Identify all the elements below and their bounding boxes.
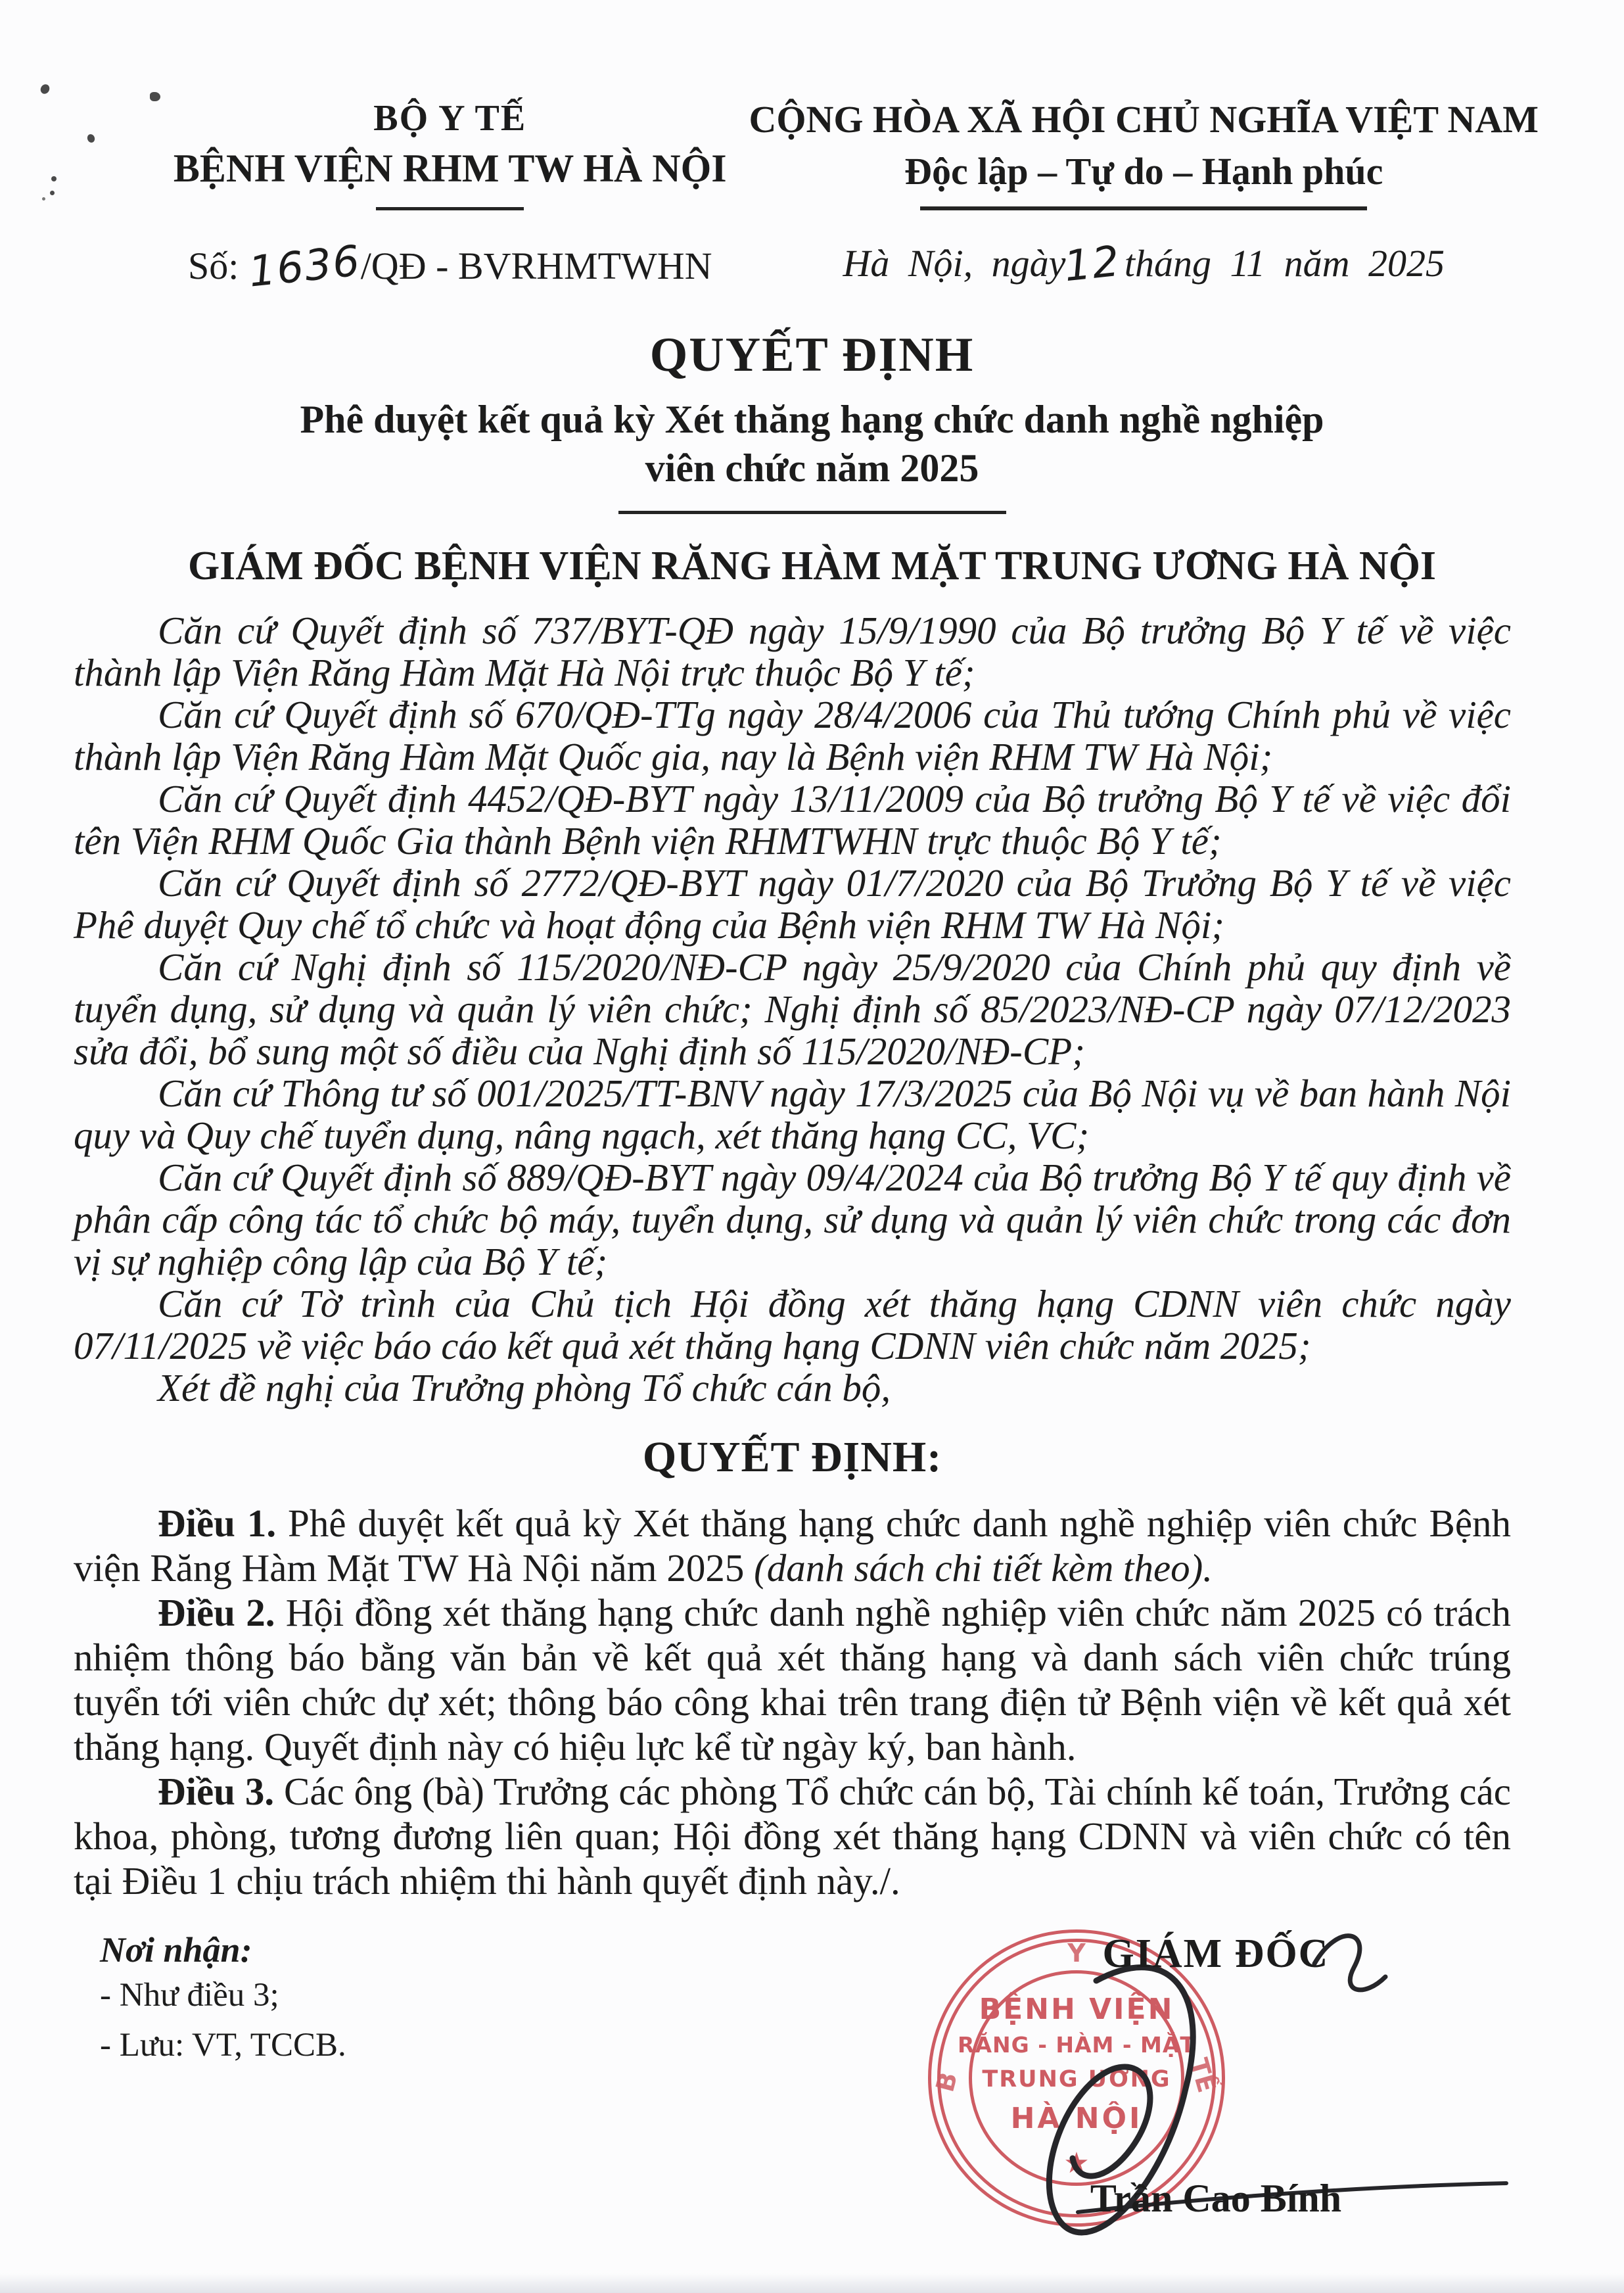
title-underline <box>618 511 1006 514</box>
article-1-text: Phê duyệt kết quả kỳ Xét thăng hạng chức danh nghề nghiệp viên chức Bệnh viện Răng Hàm Mặt TW Hà Nội năm 2025 <box>74 1501 1512 1590</box>
document-body <box>74 609 1511 1903</box>
stamp-ring-letter-left: B <box>930 2069 963 2095</box>
agency-underline <box>376 207 524 210</box>
ministry-name: BỘ Y TẾ <box>373 98 527 139</box>
date-prefix: Hà Nội, ngày <box>843 242 1066 285</box>
document-footer <box>74 1929 1624 2271</box>
article-3-text: Các ông (bà) Trưởng các phòng Tổ chức cán bộ, Tài chính kế toán, Trưởng các khoa, phòng, tương đương liên quan; Hội đồng xét thăng hạng CDNN và viên chức có tên tại Điều 1 chịu trách nhiệm thi hành quyết định này./. <box>74 1770 1511 1903</box>
stamp-star-icon: ★ <box>1063 2146 1090 2180</box>
issuing-authority-line: GIÁM ĐỐC BỆNH VIỆN RĂNG HÀM MẶT TRUNG ƯƠNG HÀ NỘI <box>187 544 1437 588</box>
date-day-handwritten: 12 <box>1062 237 1123 292</box>
place-date-line <box>749 237 1539 292</box>
recital-paragraph: Căn cứ Thông tư số 001/2025/TT-BNV ngày 17/3/2025 của Bộ Nội vụ về ban hành Nội quy và Quy chế tuyển dụng, nâng ngạch, xét thăng hạng CC, VC; <box>74 1072 1511 1157</box>
recital-paragraph: Căn cứ Quyết định số 2772/QĐ-BYT ngày 01/7/2020 của Bộ Trưởng Bộ Y tế về việc Phê duyệt Quy chế tổ chức và hoạt động của Bệnh viện RHM TW Hà Nội; <box>74 861 1511 947</box>
doc-number-suffix: /QĐ - BVRHMTWHN <box>360 245 712 287</box>
recital-paragraph: Căn cứ Quyết định số 889/QĐ-BYT ngày 09/4/2024 của Bộ trưởng Bộ Y tế quy định về phân cấp công tác tổ chức bộ máy, tuyển dụng, sử dụng và quản lý viên chức trong các đơn vị sự nghiệp công lập của Bộ Y tế; <box>74 1156 1511 1283</box>
hospital-name: BỆNH VIỆN RHM TW HÀ NỘI <box>173 147 727 190</box>
document-subject-line2: viên chức năm 2025 <box>645 446 979 490</box>
article-1 <box>74 1501 1511 1590</box>
document-subject-line1: Phê duyệt kết quả kỳ Xét thăng hạng chức danh nghề nghiệp <box>300 398 1324 441</box>
recital-paragraph: Căn cứ Nghị định số 115/2020/NĐ-CP ngày 25/9/2020 của Chính phủ quy định về tuyển dụng, sử dụng và quản lý viên chức; Nghị định số 85/2023/NĐ-CP ngày 07/12/2023 sửa đổi, bổ sung một số điều của Nghị định số 115/2020/NĐ-CP; <box>74 945 1511 1073</box>
stamp-ring-letter-right: TẾ <box>1184 2054 1222 2096</box>
scan-speck <box>150 92 160 101</box>
decision-heading: QUYẾT ĐỊNH: <box>642 1433 942 1481</box>
article-2-text: Hội đồng xét thăng hạng chức danh nghề nghiệp viên chức năm 2025 có trách nhiệm thông báo bằng văn bản về kết quả xét thăng hạng và danh sách viên chức trúng tuyển tới viên chức dự xét; thông báo công khai trên trang điện tử Bệnh viện về kết quả xét thăng hạng. Quyết định này có hiệu lực kể từ ngày ký, ban hành. <box>74 1591 1511 1768</box>
stamp-line-odonto: RĂNG - HÀM - MẶT <box>958 2032 1195 2058</box>
recital-paragraph: Xét đề nghị của Trưởng phòng Tổ chức cán bộ, <box>158 1366 891 1409</box>
article-1-label: Điều 1. <box>158 1501 277 1545</box>
document-header <box>0 0 1624 297</box>
article-3 <box>74 1769 1511 1903</box>
article-3-label: Điều 3. <box>158 1770 275 1813</box>
doc-number-label: Số: <box>187 245 239 287</box>
recital-paragraph: Căn cứ Quyết định số 670/QĐ-TTg ngày 28/4/2006 của Thủ tướng Chính phủ về việc thành lập Viện Răng Hàm Mặt Quốc gia, nay là Bệnh viện RHM TW Hà Nội; <box>74 693 1511 778</box>
article-2-label: Điều 2. <box>158 1591 275 1634</box>
stamp-line-central: TRUNG ƯƠNG <box>982 2066 1171 2092</box>
signature-block <box>966 1931 1466 2221</box>
stamp-line-hospital: BỆNH VIỆN <box>979 1993 1174 2026</box>
recitals-section <box>74 609 1511 1409</box>
recital-paragraph: Căn cứ Quyết định 4452/QĐ-BYT ngày 13/11/2009 của Bộ trưởng Bộ Y tế về việc đổi tên Viện RHM Quốc Gia thành Bệnh viện RHMTWHN trực thuộc Bộ Y tế; <box>74 777 1511 863</box>
article-2 <box>74 1590 1511 1769</box>
scan-bottom-edge <box>0 2273 1624 2293</box>
recital-paragraph: Căn cứ Tờ trình của Chủ tịch Hội đồng xét thăng hạng CDNN viên chức ngày 07/11/2025 về việc báo cáo kết quả xét thăng hạng CDNN viên chức năm 2025; <box>74 1282 1511 1367</box>
scan-speck <box>50 191 55 195</box>
document-number-line <box>151 237 749 297</box>
national-motto: Độc lập – Tự do – Hạnh phúc <box>904 150 1383 193</box>
recipients-label: Nơi nhận: <box>100 1930 252 1970</box>
article-1-italic-note: (danh sách chi tiết kèm theo). <box>754 1546 1213 1590</box>
recital-paragraph: Căn cứ Quyết định số 737/BYT-QĐ ngày 15/9/1990 của Bộ trưởng Bộ Y tế về việc thành lập Viện Răng Hàm Mặt Hà Nội trực thuộc Bộ Y tế; <box>74 609 1511 694</box>
scan-speck <box>42 197 45 201</box>
national-motto-block <box>749 97 1539 292</box>
stamp-ring-letter-top: Y <box>1067 1939 1086 1968</box>
date-suffix: tháng 11 năm 2025 <box>1124 242 1445 285</box>
country-name: CỘNG HÒA XÃ HỘI CHỦ NGHĨA VIỆT NAM <box>749 98 1539 141</box>
doc-number-handwritten: 1636 <box>246 237 363 297</box>
recipient-item: - Lưu: VT, TCCB. <box>100 2027 346 2064</box>
signer-title: GIÁM ĐỐC <box>1102 1931 1330 1976</box>
issuing-agency-block <box>151 97 749 297</box>
recipient-item: - Như điều 3; <box>100 1977 279 2014</box>
document-type-title: QUYẾT ĐỊNH <box>649 328 975 382</box>
articles-section <box>74 1501 1511 1903</box>
signer-name: Trần Cao Bính <box>1090 2177 1342 2220</box>
stamp-line-hanoi: HÀ NỘI <box>1010 2102 1143 2135</box>
scan-speck <box>51 176 57 181</box>
title-block <box>0 327 1624 590</box>
motto-underline <box>920 206 1367 210</box>
